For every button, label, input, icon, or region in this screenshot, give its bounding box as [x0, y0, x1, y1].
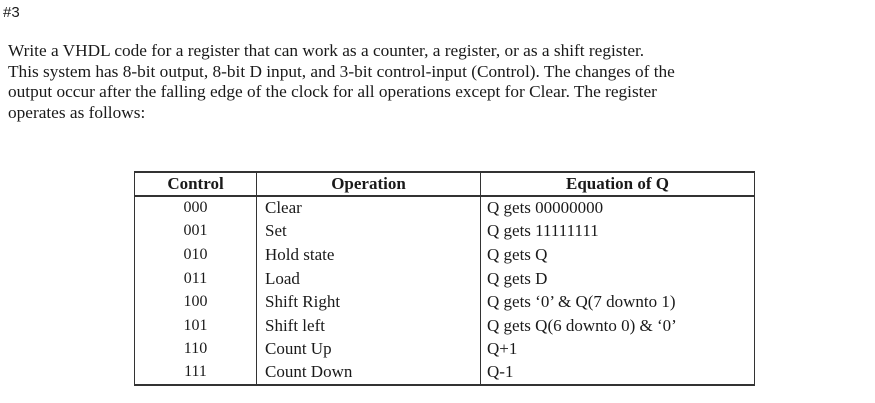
header-equation: Equation of Q	[481, 172, 755, 196]
control-cell: 000	[135, 196, 257, 220]
equation-cell: Q gets 00000000	[481, 196, 755, 220]
header-operation: Operation	[257, 172, 481, 196]
table-row	[135, 338, 755, 362]
table-row	[135, 220, 755, 244]
table-header-row	[135, 172, 755, 196]
control-cell: 001	[135, 220, 257, 244]
table-row	[135, 196, 755, 220]
equation-cell: Q+1	[481, 338, 755, 362]
operation-cell: Count Up	[257, 338, 481, 362]
operation-cell: Shift left	[257, 314, 481, 338]
header-control: Control	[135, 172, 257, 196]
equation-cell: Q gets ‘0’ & Q(7 downto 1)	[481, 290, 755, 314]
control-cell: 110	[135, 338, 257, 362]
control-cell: 011	[135, 267, 257, 291]
operation-cell: Set	[257, 220, 481, 244]
statement-line: output occur after the falling edge of the clock for all operations except for Clear. The register	[8, 82, 657, 101]
operation-cell: Shift Right	[257, 290, 481, 314]
table-row	[135, 290, 755, 314]
equation-cell: Q gets D	[481, 267, 755, 291]
control-cell: 010	[135, 243, 257, 267]
statement-line: Write a VHDL code for a register that can work as a counter, a register, or as a shift register.	[8, 41, 645, 60]
table-row	[135, 267, 755, 291]
operation-cell: Count Down	[257, 361, 481, 385]
operation-cell: Clear	[257, 196, 481, 220]
equation-cell: Q gets Q	[481, 243, 755, 267]
control-cell: 100	[135, 290, 257, 314]
operations-table	[134, 171, 755, 386]
operation-cell: Hold state	[257, 243, 481, 267]
control-cell: 101	[135, 314, 257, 338]
table-row	[135, 361, 755, 385]
equation-cell: Q gets Q(6 downto 0) & ‘0’	[481, 314, 755, 338]
equation-cell: Q gets 11111111	[481, 220, 755, 244]
control-cell: 111	[135, 361, 257, 385]
statement-line: operates as follows:	[8, 102, 146, 122]
operation-cell: Load	[257, 267, 481, 291]
problem-number: #3	[3, 4, 20, 21]
statement-line: This system has 8-bit output, 8-bit D input, and 3-bit control-input (Control). The changes of the	[8, 61, 675, 81]
problem-statement	[8, 41, 872, 123]
table-row	[135, 243, 755, 267]
equation-cell: Q-1	[481, 361, 755, 385]
table-row	[135, 314, 755, 338]
